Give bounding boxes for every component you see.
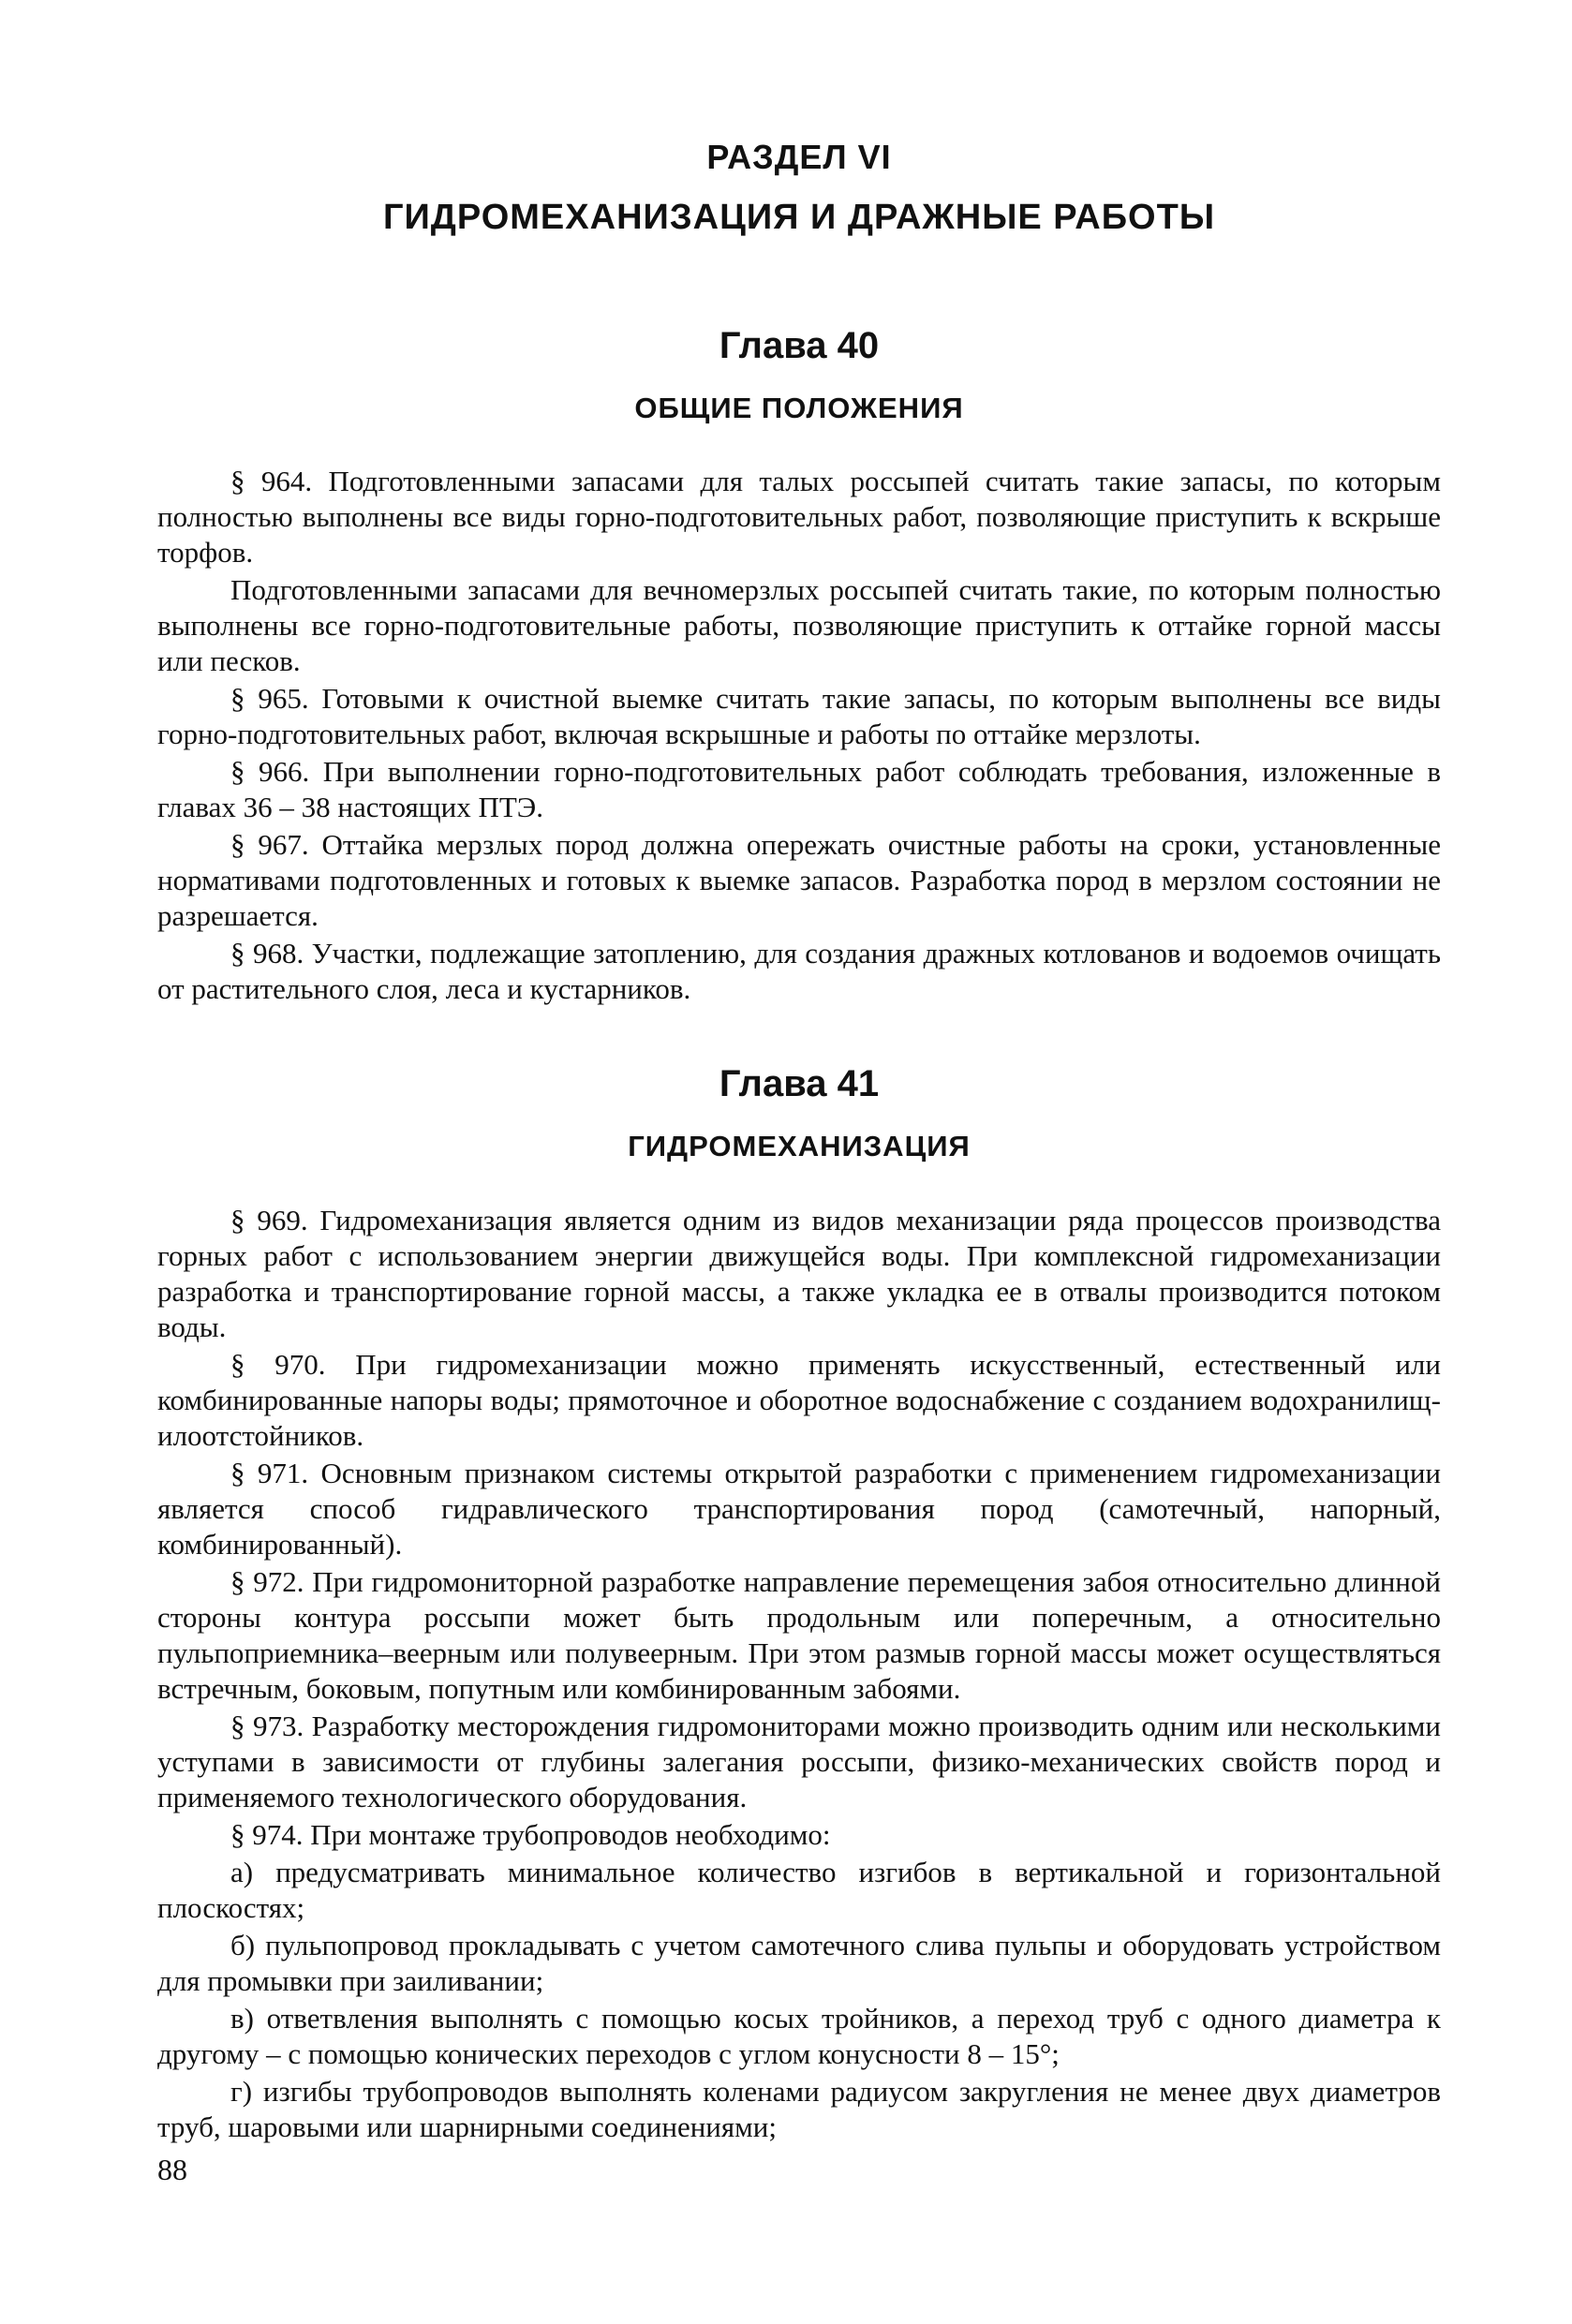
paragraph-967: § 967. Оттайка мерзлых пород должна опережать очистные работы на сроки, установленные нормативами подготовленных и готовых к выемке запасов. Разработка пород в мерзлом состоянии не разрешается. (157, 828, 1441, 933)
section-title: ГИДРОМЕХАНИЗАЦИЯ И ДРАЖНЫЕ РАБОТЫ (382, 197, 1216, 237)
list-item-b: б) пульпопровод прокладывать с учетом самотечного слива пульпы и оборудовать устройством для промывки при заиливании; (157, 1928, 1441, 1997)
paragraph-974: § 974. При монтаже трубопроводов необходимо: (230, 1817, 831, 1851)
paragraph-971: § 971. Основным признаком системы открытой разработки с применением гидромеханизации является способ гидравлического транспортирования пород (самотечный, напорный, комбинированный). (157, 1456, 1441, 1561)
paragraph-969: § 969. Гидромеханизация является одним из видов механизации ряда процессов производства горных работ с использованием энергии движущейся воды. При комплексной гидромеханизации разработка и транспортирование горной массы, а также укладка ее в отвалы производится потоком воды. (157, 1203, 1441, 1343)
list-item-a: а) предусматривать минимальное количество изгибов в вертикальной и горизонтальной плоскостях; (157, 1855, 1441, 1924)
chapter-41 (157, 1063, 1441, 2144)
list-item-v: в) ответвления выполнять с помощью косых тройников, а переход труб с одного диаметра к другому – с помощью конических переходов с углом конусности 8 – 15°; (157, 2001, 1441, 2070)
paragraph-973: § 973. Разработку месторождения гидромониторами можно производить одним или несколькими уступами в зависимости от глубины залегания россыпи, физико-механических свойств пород и применяемого технологического оборудования. (157, 1709, 1441, 1813)
page-number: 88 (157, 2153, 187, 2186)
paragraph-970: § 970. При гидромеханизации можно применять искусственный, естественный или комбинированные напоры воды; прямоточное и оборотное водоснабжение с созданием водохранилищ-илоотстойников. (157, 1347, 1441, 1452)
chapter-title: ГИДРОМЕХАНИЗАЦИЯ (628, 1130, 971, 1163)
chapter-label: Глава 40 (719, 325, 880, 367)
section-label: РАЗДЕЛ VI (706, 138, 892, 176)
chapter-title: ОБЩИЕ ПОЛОЖЕНИЯ (634, 392, 964, 425)
paragraph-968: § 968. Участки, подлежащие затоплению, для создания дражных котлованов и водоемов очищать от растительного слоя, леса и кустарников. (157, 937, 1441, 1006)
paragraph-965: § 965. Готовыми к очистной выемке считать такие запасы, по которым выполнены все виды горно-подготовительных работ, включая вскрышные и работы по оттайке мерзлоты. (157, 682, 1441, 751)
paragraph-966: § 966. При выполнении горно-подготовительных работ соблюдать требования, изложенные в главах 36 – 38 настоящих ПТЭ. (157, 755, 1441, 824)
paragraph-964-permafrost: Подготовленными запасами для вечномерзлых россыпей считать такие, по которым полностью выполнены все горно-подготовительные работы, позволяющие приступить к оттайке горной массы или песков. (157, 573, 1441, 678)
document-page (157, 139, 1441, 2147)
chapter-label: Глава 41 (719, 1063, 880, 1105)
list-item-g: г) изгибы трубопроводов выполнять коленами радиусом закругления не менее двух диаметров труб, шаровыми или шарнирными соединениями; (157, 2074, 1441, 2143)
paragraph-972: § 972. При гидромониторной разработке направление перемещения забоя относительно длинной стороны контура россыпи может быть продольным или поперечным, а относительно пульпоприемника–веерным или полувеерным. При этом размыв горной массы может осуществляться встречным, боковым, попутным или комбинированным забоями. (157, 1564, 1441, 1705)
paragraph-964: § 964. Подготовленными запасами для талых россыпей считать такие запасы, по которым полностью выполнены все виды горно-подготовительных работ, позволяющие приступить к вскрыше торфов. (157, 465, 1441, 570)
chapter-40 (157, 325, 1441, 1007)
